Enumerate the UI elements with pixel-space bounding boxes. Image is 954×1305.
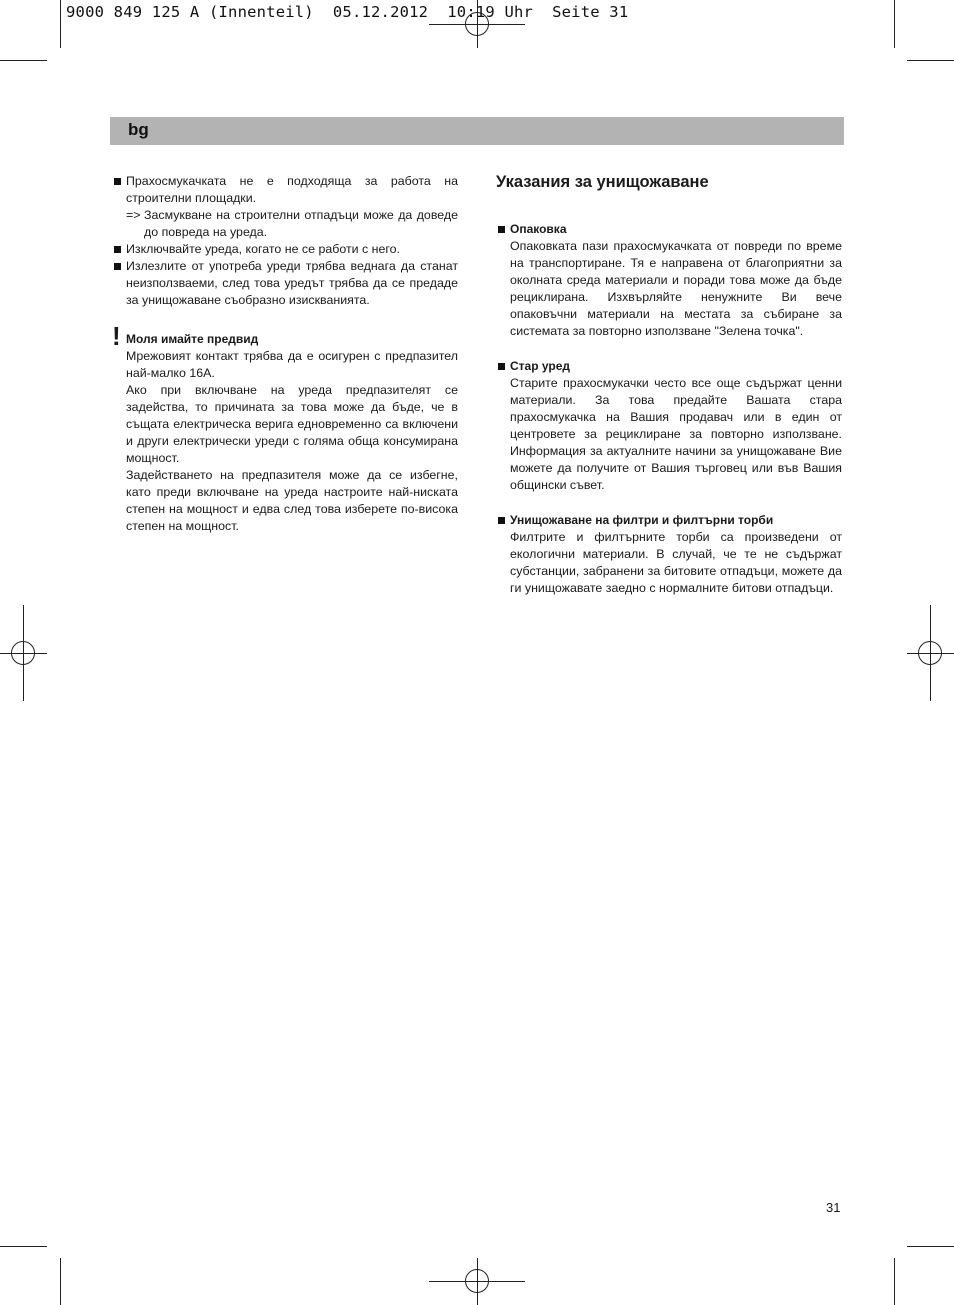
- right-column: [496, 171, 842, 615]
- crop-mark: [0, 60, 47, 61]
- crop-mark: [894, 0, 895, 48]
- list-item-text: Прахосмукачката не е подходяща за работа на строителни площадки.: [126, 174, 458, 205]
- registration-circle: [11, 641, 35, 665]
- exclamation-icon: !: [112, 321, 121, 351]
- warning-paragraph: Ако при включване на уреда предпазителят се задейства, то причината за това може да бъде, че в същата електрическа верига едновременно са включени и други електрически уреди с голяма обща консумирана мощност.: [126, 383, 458, 465]
- disposal-section: [496, 512, 842, 597]
- left-column: [114, 173, 458, 535]
- page-number: 31: [826, 1200, 841, 1215]
- language-tag: bg: [128, 120, 149, 139]
- disposal-section: [496, 221, 842, 340]
- list-item-text: Засмукване на строителни отпадъци може да доведе до повреда на уреда.: [144, 208, 458, 239]
- section-heading: Указания за унищожаване: [496, 173, 709, 191]
- section-body: Филтрите и филтърните торби са произведени от екологични материали. В случай, че те не съдържат субстанции, забранени за битовите отпадъци, можете да ги унищожавате заедно с нормалните битови отпадъци.: [510, 530, 842, 595]
- section-body: Опаковката пази прахосмукачката от повреди по време на транспортиране. Тя е направена от благоприятни за околната среда материали и поради това може да бъде рециклирана. Изхвърляйте ненужните Ви вече опаковъчни материали на местата за събиране за системата за повторно използване "Зелена точка".: [510, 239, 842, 338]
- section-title: Унищожаване на филтри и филтърни торби: [496, 512, 842, 529]
- registration-circle: [465, 1269, 489, 1293]
- section-body: Старите прахосмукачки често все още съдържат ценни материали. За това предайте Вашата стара прахосмукачка на Вашия продавач или в един от центровете за рециклиране за повторно използване. Информация за актуалните начини за унищожаване Вие можете да получите от Вашия търговец или във Вашия общински съвет.: [510, 376, 842, 492]
- language-bar: [110, 117, 844, 145]
- section-title: Стар уред: [496, 358, 842, 375]
- registration-circle: [918, 641, 942, 665]
- list-item: [114, 241, 458, 258]
- list-item-text: Изключвайте уреда, когато не се работи с него.: [126, 242, 400, 256]
- crop-mark: [907, 60, 954, 61]
- crop-mark: [0, 1246, 47, 1247]
- list-item: [114, 258, 458, 309]
- crop-mark: [60, 1258, 61, 1305]
- warning-paragraph: Мрежовият контакт трябва да е осигурен с предпазител най-малко 16A.: [126, 349, 458, 380]
- warning-title: Моля имайте предвид: [126, 332, 259, 346]
- section-title: Опаковка: [496, 221, 842, 238]
- crop-mark: [60, 0, 61, 48]
- disposal-section: [496, 358, 842, 494]
- print-header: 9000 849 125 A (Innenteil) 05.12.2012 10:19 Uhr Seite 31: [66, 3, 629, 21]
- warning-note: [112, 321, 458, 535]
- arrow-marker: =>: [126, 208, 141, 222]
- crop-mark: [894, 1258, 895, 1305]
- list-item: [114, 173, 458, 207]
- warning-paragraph: Задействането на предпазителя може да се избегне, като преди включване на уреда настроите най-ниската степен на мощност и едва след това изберете по-висока степен на мощност.: [126, 468, 458, 533]
- crop-mark: [907, 1246, 954, 1247]
- list-item-consequence: [114, 207, 458, 241]
- list-item-text: Излезлите от употреба уреди трябва веднага да станат неизползваеми, след това уредът трябва да се предаде за унищожаване съобразно изискванията.: [126, 259, 458, 307]
